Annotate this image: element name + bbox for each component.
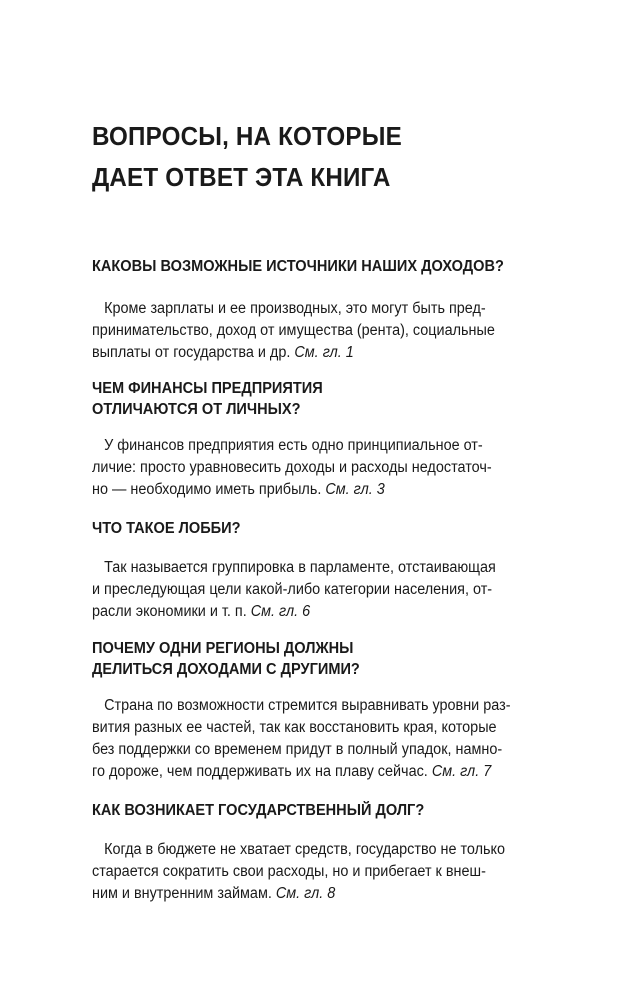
chapter-reference: См. гл. 3: [325, 481, 385, 498]
question-heading: [92, 800, 536, 821]
answer-paragraph: [92, 435, 564, 501]
chapter-reference: См. гл. 1: [294, 344, 354, 361]
answer-line: и преследующая цели какой-либо категории населения, от-: [92, 581, 493, 598]
question-heading: [92, 256, 536, 277]
question-heading-line: КАК ВОЗНИКАЕТ ГОСУДАРСТВЕННЫЙ ДОЛГ?: [92, 802, 425, 819]
question-heading: [92, 638, 536, 680]
answer-line: У финансов предприятия есть одно принципиальное от-: [104, 437, 483, 454]
question-section: [92, 800, 564, 905]
answer-line-text: го дороже, чем поддерживать их на плаву сейчас.: [92, 763, 428, 780]
question-heading-line: КАКОВЫ ВОЗМОЖНЫЕ ИСТОЧНИКИ НАШИХ ДОХОДОВ?: [92, 258, 504, 275]
question-section: [92, 638, 564, 783]
answer-line: [92, 479, 564, 501]
answer-paragraph: [92, 557, 564, 623]
answer-line: старается сократить свои расходы, но и прибегает к внеш-: [92, 863, 486, 880]
answer-line: [92, 883, 564, 905]
question-heading-line: ОТЛИЧАЮТСЯ ОТ ЛИЧНЫХ?: [92, 401, 301, 418]
page-title: [92, 116, 531, 198]
answer-line: [92, 601, 564, 623]
answer-paragraph: [92, 298, 564, 364]
question-heading: [92, 378, 536, 420]
question-heading-line: ПОЧЕМУ ОДНИ РЕГИОНЫ ДОЛЖНЫ: [92, 640, 354, 657]
answer-line-text: ним и внутренним займам.: [92, 885, 272, 902]
answer-line-text: выплаты от государства и др.: [92, 344, 291, 361]
chapter-reference: См. гл. 8: [275, 885, 336, 902]
answer-line: [92, 761, 564, 783]
answer-line-text: расли экономики и т. п.: [92, 603, 247, 620]
page-title-line: ВОПРОСЫ, НА КОТОРЫЕ: [92, 121, 402, 151]
answer-line: [92, 342, 564, 364]
page-title-line: ДАЕТ ОТВЕТ ЭТА КНИГА: [92, 162, 391, 192]
answer-line-text: но — необходимо иметь прибыль.: [92, 481, 322, 498]
question-section: [92, 378, 564, 501]
question-heading-line: ДЕЛИТЬСЯ ДОХОДАМИ С ДРУГИМИ?: [92, 661, 360, 678]
answer-line: Так называется группировка в парламенте, отстаивающая: [104, 559, 496, 576]
answer-line: Страна по возможности стремится выравнивать уровни раз-: [104, 697, 511, 714]
question-heading-line: ЧТО ТАКОЕ ЛОББИ?: [92, 520, 241, 537]
chapter-reference: См. гл. 7: [431, 763, 492, 780]
question-section: [92, 256, 564, 364]
answer-line: личие: просто уравновесить доходы и расходы недостаточ-: [92, 459, 492, 476]
question-heading-line: ЧЕМ ФИНАНСЫ ПРЕДПРИЯТИЯ: [92, 380, 323, 397]
answer-line: вития разных ее частей, так как восстановить края, которые: [92, 719, 497, 736]
answer-paragraph: [92, 839, 564, 905]
chapter-reference: См. гл. 6: [250, 603, 311, 620]
answer-line: без поддержки со временем придут в полный упадок, намно-: [92, 741, 503, 758]
answer-paragraph: [92, 695, 564, 783]
question-heading: [92, 518, 536, 539]
answer-line: Когда в бюджете не хватает средств, государство не только: [104, 841, 506, 858]
answer-line: Кроме зарплаты и ее производных, это могут быть пред-: [104, 300, 486, 317]
answer-line: принимательство, доход от имущества (рента), социальные: [92, 322, 495, 339]
question-section: [92, 518, 564, 623]
